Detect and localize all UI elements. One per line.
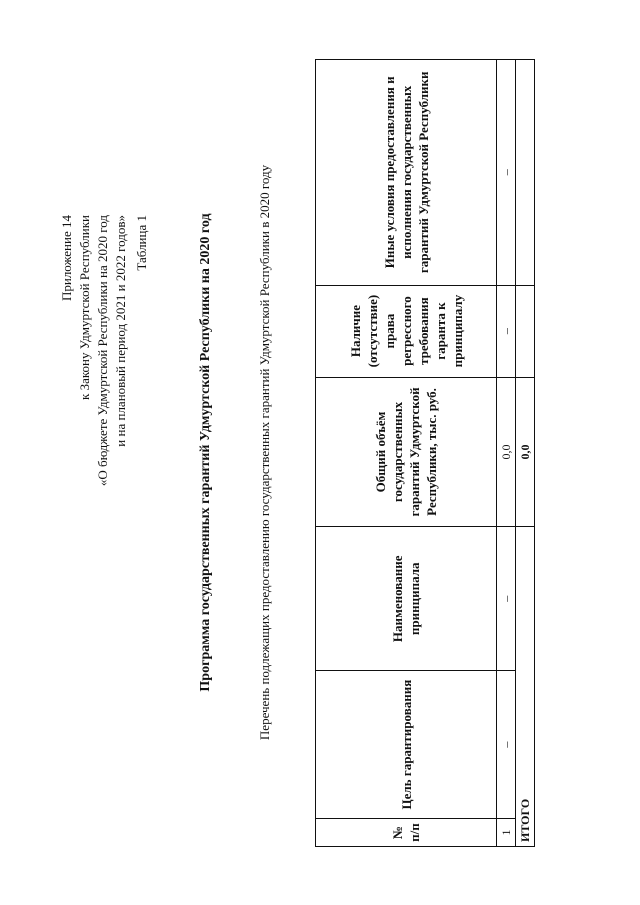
document-subtitle: Перечень подлежащих предоставлению государственных гарантий Удмуртской Республики в 2020 году	[257, 164, 272, 741]
column-header-number: № п/п	[316, 819, 497, 847]
total-value: 0,0	[516, 377, 535, 527]
total-empty-cell	[516, 60, 535, 286]
total-label: ИТОГО	[516, 527, 535, 847]
table-label: Таблица 1	[134, 215, 149, 271]
cell-total-volume: 0,0	[497, 377, 516, 527]
guarantees-table	[315, 59, 535, 847]
column-header-other-conditions: Иные условия предоставления и исполнения государственных гарантий Удмуртской Республики	[316, 60, 497, 286]
total-row	[516, 60, 535, 847]
column-header-total-volume: Общий объём государственных гарантий Удмуртской Республики, тыс. руб.	[316, 377, 497, 527]
column-header-purpose: Цель гарантирования	[316, 671, 497, 819]
table-header-row	[316, 60, 497, 847]
header-line: и на плановый период 2021 и 2022 годов»	[113, 215, 128, 447]
header-line: «О бюджете Удмуртской Республики на 2020 год	[95, 215, 110, 487]
column-header-regress-right: Наличие (отсутствие) права регрессного требования гаранта к принципалу	[316, 285, 497, 377]
document-title: Программа государственных гарантий Удмуртской Республики на 2020 год	[198, 213, 213, 692]
cell-regress-right: –	[497, 285, 516, 377]
header-line: Приложение 14	[59, 215, 74, 302]
document-header	[58, 215, 130, 486]
cell-principal: –	[497, 527, 516, 671]
total-empty-cell	[516, 285, 535, 377]
table-row	[497, 60, 516, 847]
cell-other-conditions: –	[497, 60, 516, 286]
column-header-principal: Наименование принципала	[316, 527, 497, 671]
cell-number: 1	[497, 819, 516, 847]
cell-purpose: –	[497, 671, 516, 819]
header-line: к Закону Удмуртской Республики	[77, 215, 92, 400]
